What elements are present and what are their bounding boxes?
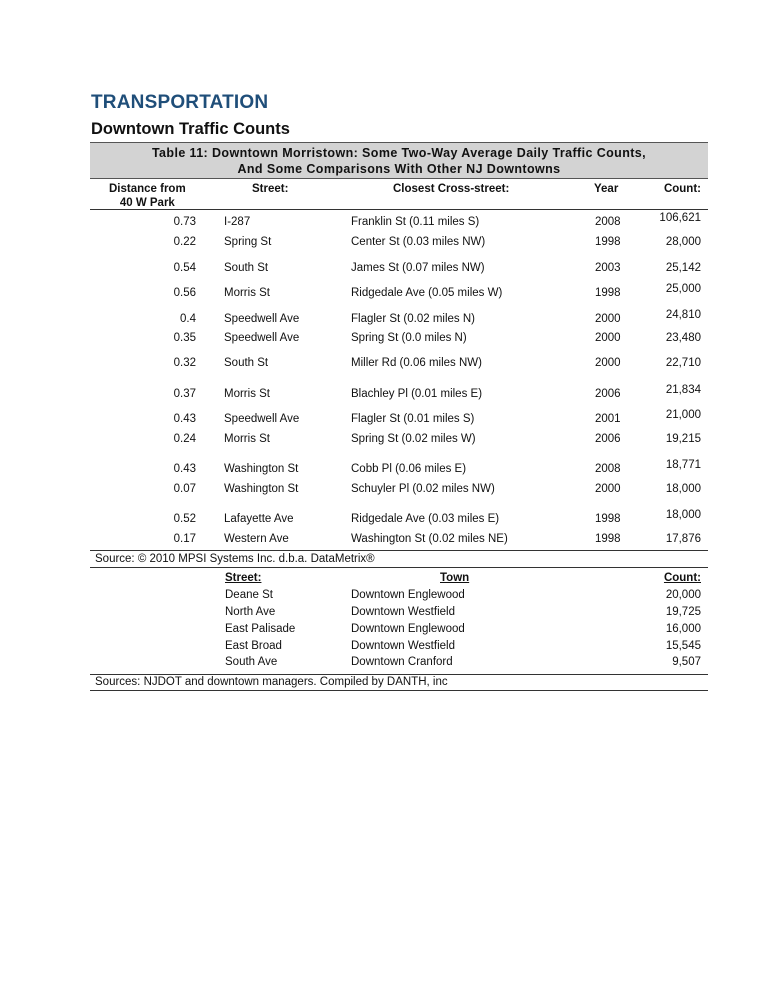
cell-count: 21,000: [665, 409, 701, 421]
cell-year: 2006: [595, 388, 621, 400]
cell-cross-street: Blachley Pl (0.01 miles E): [351, 388, 483, 400]
cell-count: 25,142: [665, 262, 701, 274]
cell-count: 19,215: [665, 433, 701, 445]
table-row: [90, 386, 708, 402]
comparison-town: Downtown Englewood: [351, 623, 465, 635]
cell-count: 18,771: [665, 459, 701, 471]
table-row: [90, 411, 708, 427]
table-row: [90, 214, 708, 230]
cell-year: 2006: [595, 433, 621, 445]
comparison-count: 20,000: [665, 589, 701, 601]
header-distance-line1: Distance from: [109, 183, 186, 195]
sources-note: Sources: NJDOT and downtown managers. Compiled by DANTH, inc: [90, 674, 708, 691]
cell-cross-street: Cobb Pl (0.06 miles E): [351, 463, 467, 475]
cell-street: South St: [224, 357, 269, 369]
table-row: [90, 285, 708, 301]
table-row: [90, 260, 708, 276]
cell-year: 2008: [595, 463, 621, 475]
cell-year: 2008: [595, 216, 621, 228]
cell-distance: 0.24: [173, 433, 196, 445]
cell-count: 22,710: [665, 357, 701, 369]
cell-street: Washington St: [224, 463, 299, 475]
cell-street: Morris St: [224, 433, 270, 445]
comparison-row: [90, 621, 708, 637]
source-note: Source: © 2010 MPSI Systems Inc. d.b.a. DataMetrix®: [90, 550, 708, 567]
cell-street: I-287: [224, 216, 251, 228]
cell-distance: 0.22: [173, 236, 196, 248]
cell-street: Morris St: [224, 287, 270, 299]
table-title-line1: Table 11: Downtown Morristown: Some Two-Way Average Daily Traffic Counts,: [151, 146, 647, 160]
comparison-street: North Ave: [225, 606, 276, 618]
page-subtitle: Downtown Traffic Counts: [91, 120, 290, 138]
table-row: [90, 531, 708, 547]
cell-year: 2003: [595, 262, 621, 274]
cell-year: 2000: [595, 332, 621, 344]
table-row: [90, 511, 708, 527]
comparison-street: East Broad: [225, 640, 282, 652]
cell-cross-street: Franklin St (0.11 miles S): [351, 216, 480, 228]
comparison-row: [90, 638, 708, 654]
comparison-header-town: Town: [440, 572, 470, 584]
cell-cross-street: Flagler St (0.02 miles N): [351, 313, 475, 325]
cell-street: Speedwell Ave: [224, 332, 300, 344]
cell-distance: 0.56: [173, 287, 196, 299]
cell-cross-street: Spring St (0.02 miles W): [351, 433, 476, 445]
cell-cross-street: Schuyler Pl (0.02 miles NW): [351, 483, 495, 495]
cell-count: 18,000: [665, 509, 701, 521]
cell-distance: 0.43: [173, 413, 196, 425]
cell-year: 2000: [595, 357, 621, 369]
header-year: Year: [594, 183, 619, 195]
table-body: [90, 210, 708, 550]
comparison-town: Downtown Westfield: [351, 640, 455, 652]
comparison-count: 9,507: [672, 656, 701, 668]
table-title-line2: And Some Comparisons With Other NJ Downtowns: [237, 162, 561, 176]
header-street: Street:: [252, 183, 289, 195]
cell-cross-street: Spring St (0.0 miles N): [351, 332, 467, 344]
table-row: [90, 481, 708, 497]
header-cross-street: Closest Cross-street:: [393, 183, 510, 195]
cell-distance: 0.35: [173, 332, 196, 344]
cell-distance: 0.43: [173, 463, 196, 475]
cell-count: 18,000: [665, 483, 701, 495]
table-row: [90, 461, 708, 477]
cell-count: 24,810: [665, 309, 701, 321]
section-title: TRANSPORTATION: [91, 92, 269, 113]
table-row: [90, 355, 708, 371]
cell-year: 1998: [595, 236, 621, 248]
cell-distance: 0.54: [173, 262, 196, 274]
cell-count: 17,876: [665, 533, 701, 545]
table-row: [90, 330, 708, 346]
cell-cross-street: James St (0.07 miles NW): [351, 262, 485, 274]
cell-year: 1998: [595, 533, 621, 545]
cell-street: South St: [224, 262, 269, 274]
cell-cross-street: Miller Rd (0.06 miles NW): [351, 357, 482, 369]
comparison-street: South Ave: [225, 656, 278, 668]
cell-street: Speedwell Ave: [224, 413, 300, 425]
cell-count: 25,000: [665, 283, 701, 295]
cell-street: Speedwell Ave: [224, 313, 300, 325]
comparison-street: East Palisade: [225, 623, 296, 635]
cell-street: Spring St: [224, 236, 272, 248]
cell-cross-street: Washington St (0.02 miles NE): [351, 533, 508, 545]
comparison-row: [90, 604, 708, 620]
comparison-count: 19,725: [665, 606, 701, 618]
cell-distance: 0.37: [173, 388, 196, 400]
cell-street: Lafayette Ave: [224, 513, 294, 525]
cell-cross-street: Flagler St (0.01 miles S): [351, 413, 475, 425]
cell-street: Western Ave: [224, 533, 289, 545]
traffic-table: [90, 142, 708, 691]
comparison-street: Deane St: [225, 589, 273, 601]
comparison-town: Downtown Englewood: [351, 589, 465, 601]
cell-count: 28,000: [665, 236, 701, 248]
cell-distance: 0.73: [173, 216, 196, 228]
column-headers: [90, 179, 708, 210]
table-row: [90, 431, 708, 447]
comparison-town: Downtown Westfield: [351, 606, 455, 618]
header-distance-line2: 40 W Park: [119, 197, 175, 209]
table-row: [90, 311, 708, 327]
cell-street: Morris St: [224, 388, 270, 400]
cell-count: 21,834: [665, 384, 701, 396]
cell-cross-street: Center St (0.03 miles NW): [351, 236, 486, 248]
table-title: [90, 142, 708, 179]
cell-distance: 0.07: [173, 483, 196, 495]
comparison-header-count: Count:: [663, 572, 701, 584]
cell-distance: 0.32: [173, 357, 196, 369]
cell-cross-street: Ridgedale Ave (0.05 miles W): [351, 287, 503, 299]
cell-distance: 0.4: [180, 313, 196, 325]
cell-year: 1998: [595, 287, 621, 299]
comparison-row: [90, 654, 708, 670]
cell-year: 2001: [595, 413, 621, 425]
cell-cross-street: Ridgedale Ave (0.03 miles E): [351, 513, 500, 525]
comparison-town: Downtown Cranford: [351, 656, 453, 668]
cell-year: 2000: [595, 313, 621, 325]
header-count: Count:: [663, 183, 701, 195]
comparison-header-street: Street:: [225, 572, 262, 584]
comparison-count: 16,000: [665, 623, 701, 635]
cell-year: 2000: [595, 483, 621, 495]
cell-year: 1998: [595, 513, 621, 525]
header-distance: [109, 182, 186, 210]
cell-count: 106,621: [659, 212, 701, 224]
cell-distance: 0.17: [173, 533, 196, 545]
comparison-row: [90, 587, 708, 603]
cell-street: Washington St: [224, 483, 299, 495]
cell-distance: 0.52: [173, 513, 196, 525]
comparison-table: [90, 567, 708, 674]
cell-count: 23,480: [665, 332, 701, 344]
comparison-count: 15,545: [665, 640, 701, 652]
comparison-header-row: [90, 570, 708, 586]
table-row: [90, 234, 708, 250]
